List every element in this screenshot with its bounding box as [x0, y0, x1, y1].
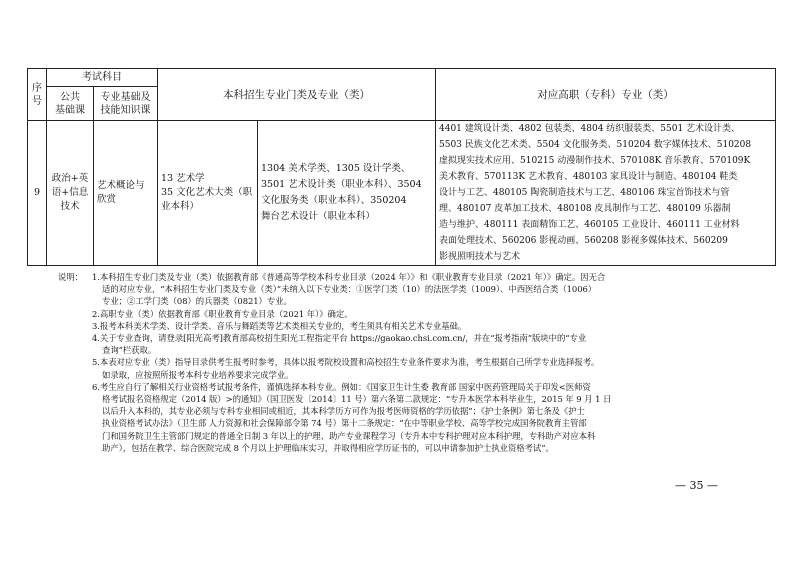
note-line: 适的对应专业，“本科招生专业门类及专业（类）”未纳入以下专业类：①医学门类（10）的法医学类（1009）、中西医结合类（1006）: [102, 284, 597, 295]
cell-public: 政治+英 语+信息 技术: [47, 121, 94, 266]
note-text: 考生应自行了解相关行业资格考试报考条件，谨慎选择本科专业。例如：《国家卫生计生委 教育部 国家中医药管理局关于印发<医师资: [99, 381, 591, 392]
note-number: 3.: [92, 320, 100, 331]
note-line: 专业；②工学门类（08）的兵器类（0821）专业。: [102, 296, 292, 307]
note-number: 6.: [92, 381, 100, 392]
cell-seq: 9: [28, 121, 47, 266]
note-line: 格考试报名资格规定（2014 版）>的通知》（国卫医发〔2014〕11 号）第六条第二款规定：“专升本医学本科毕业生，2015 年 9 月 1 日: [102, 394, 612, 405]
note-line: 门和国务院卫生主管部门规定的普通全日制 3 年以上的护理、助产专业课程学习（专升本中专科护理对应本科护理，专科助产对应本科: [102, 430, 596, 441]
note-6: [58, 381, 718, 393]
header-pro-basic: 专业基础及 技能知识课: [94, 87, 158, 121]
note-text: 本表对应专业（类）指导目录供考生报考时参考，具体以报考院校设置和高校招生专业条件要求为准，考生根据自己所学专业选择报考。: [99, 357, 600, 368]
note-text: 高职专业（类）依据教育部《职业教育专业目录（2021 年）》确定。: [99, 308, 353, 319]
major-mapping-table: [27, 68, 776, 266]
header-seq: 序 号: [28, 69, 47, 121]
cell-pro-basic: 艺术概论与 欣赏: [94, 121, 158, 266]
note-line: 助产），包括在教学、综合医院完成 8 个月以上护理临床实习，并取得相应学历证书的，可以申请参加护士执业资格考试”。: [102, 442, 554, 453]
notes-label: 说明：: [58, 272, 83, 282]
note-number: 1.: [92, 272, 100, 282]
note-number: 2.: [92, 308, 100, 319]
note-3: [58, 320, 718, 332]
note-1: [58, 271, 718, 283]
note-line: 查询”栏获取。: [102, 345, 157, 356]
note-number: 5.: [92, 357, 100, 368]
header-majors: 本科招生专业门类及专业（类）: [158, 69, 436, 121]
header-public: 公共 基础课: [47, 87, 94, 121]
note-number: 4.: [92, 333, 100, 344]
notes-section: [58, 271, 718, 454]
note-5: [58, 356, 718, 368]
note-line: 如录取，应按照所报考本科专业培养要求完成学业。: [102, 369, 294, 380]
header-subjects: 考试科目: [47, 69, 158, 87]
table-row: [28, 121, 776, 266]
note-text: 关于专业查询，请登录[阳光高考]教育部高校招生阳光工程指定平台 https://gaokao.chsi.com.cn/，并在“报考指南”版块中的“专业: [99, 333, 587, 344]
cell-majors: 1304 美术学类、1305 设计学类、 3501 艺术设计类（职业本科）、3504 文化服务类（职业本科）、350204 舞台艺术设计（职业本科）: [258, 121, 436, 266]
note-line: 以后升入本科的，其专业必须与专科专业相同或相近，其本科学历方可作为报考医师资格的学历依据”；《护士条例》第七条及《护士: [102, 406, 585, 417]
cell-vocational: 4401 建筑设计类、4802 包装类、4804 纺织服装类、5501 艺术设计类、 5503 民族文化艺术类、5504 文化服务类、510204 数字媒体技术、510208 虚拟现实技术应用、510215 动漫制作技术、570108K 音乐教育、570109K 美术教育、570113K 艺术教育、480103 家具设计与制造、480104 鞋类 设计与工艺、480105 陶瓷制造技术与工艺、480106 珠宝首饰技术与管 理、480107 皮革加工技术、480108 皮具制作与工艺、480109 乐器制 造与维护、480111 表面精饰工艺、460105 工业设计、460111 工业材料 表面处理技术、560206 影视动画、560208 影视多媒体技术、560209 影视照明技术与艺术: [436, 121, 776, 266]
header-vocational: 对应高职（专科）专业（类）: [436, 69, 776, 121]
cell-category: 13 艺术学 35 文化艺术大类（职 业本科）: [158, 121, 258, 266]
note-text: 本科招生专业门类及专业（类）依据教育部《普通高等学校本科专业目录（2024 年）》和《职业教育专业目录（2021 年）》确定。因无合: [99, 272, 606, 282]
note-2: [58, 308, 718, 320]
note-line: 执业资格考试办法》（卫生部 人力资源和社会保障部令第 74 号）第十二条规定：“在中等职业学校、高等学校完成国务院教育主管部: [102, 418, 587, 429]
page-number: — 35 —: [675, 479, 718, 492]
note-4: [58, 332, 718, 344]
note-text: 报考本科美术学类、设计学类、音乐与舞蹈类等艺术类相关专业的，考生须具有相关艺术专业基础。: [99, 320, 467, 331]
